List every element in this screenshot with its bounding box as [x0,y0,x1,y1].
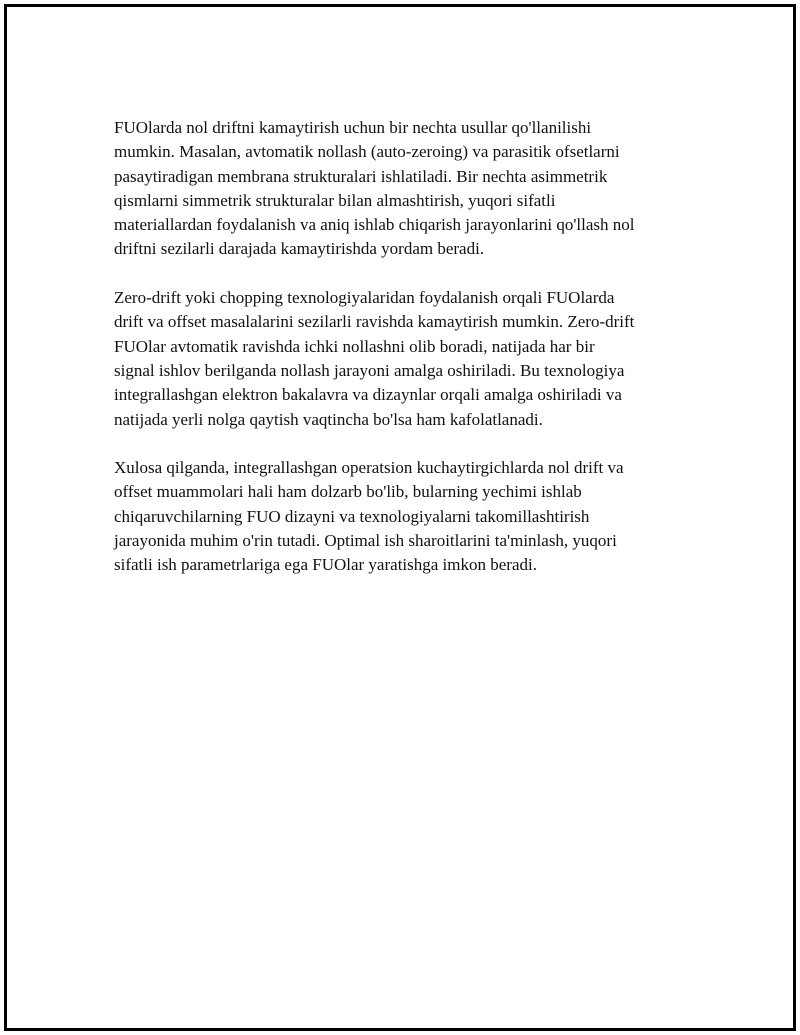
text-line: natijada yerli nolga qaytish vaqtincha bo'lsa ham kafolatlanadi. [114,409,543,429]
text-line: mumkin. Masalan, avtomatik nollash (auto-zeroing) va parasitik ofsetlarni [114,142,620,162]
text-line: Xulosa qilganda, integrallashgan operatsion kuchaytirgichlarda nol drift va [114,458,624,478]
text-line: qismlarni simmetrik strukturalar bilan almashtirish, yuqori sifatli [114,190,556,210]
text-line: drift va offset masalalarini sezilarli ravishda kamaytirish mumkin. Zero-drift [114,312,635,332]
text-line: chiqaruvchilarning FUO dizayni va texnologiyalarni takomillashtirish [114,506,590,526]
text-line: sifatli ish parametrlariga ega FUOlar yaratishga imkon beradi. [114,555,537,575]
text-line: FUOlarda nol driftni kamaytirish uchun bir nechta usullar qo'llanilishi [114,118,592,137]
text-line: integrallashgan elektron bakalavra va dizaynlar orqali amalga oshiriladi va [114,385,622,405]
paragraph-1 [114,116,694,262]
text-line: jarayonida muhim o'rin tutadi. Optimal ish sharoitlarini ta'minlash, yuqori [114,531,617,551]
text-line: pasaytiradigan membrana strukturalari ishlatiladi. Bir nechta asimmetrik [114,166,608,186]
text-line: FUOlar avtomatik ravishda ichki nollashni olib boradi, natijada har bir [114,336,595,356]
text-line: Zero-drift yoki chopping texnologiyalaridan foydalanish orqali FUOlarda [114,288,615,308]
text-line: offset muammolari hali ham dolzarb bo'lib, bularning yechimi ishlab [114,482,582,502]
text-line: driftni sezilarli darajada kamaytirishda yordam beradi. [114,239,485,259]
text-line: materiallardan foydalanish va aniq ishlab chiqarish jarayonlarini qo'llash nol [114,215,635,235]
text-line: signal ishlov berilganda nollash jarayoni amalga oshiriladi. Bu texnologiya [114,360,625,380]
document-body [114,116,694,602]
paragraph-3 [114,456,694,577]
paragraph-2 [114,286,694,432]
